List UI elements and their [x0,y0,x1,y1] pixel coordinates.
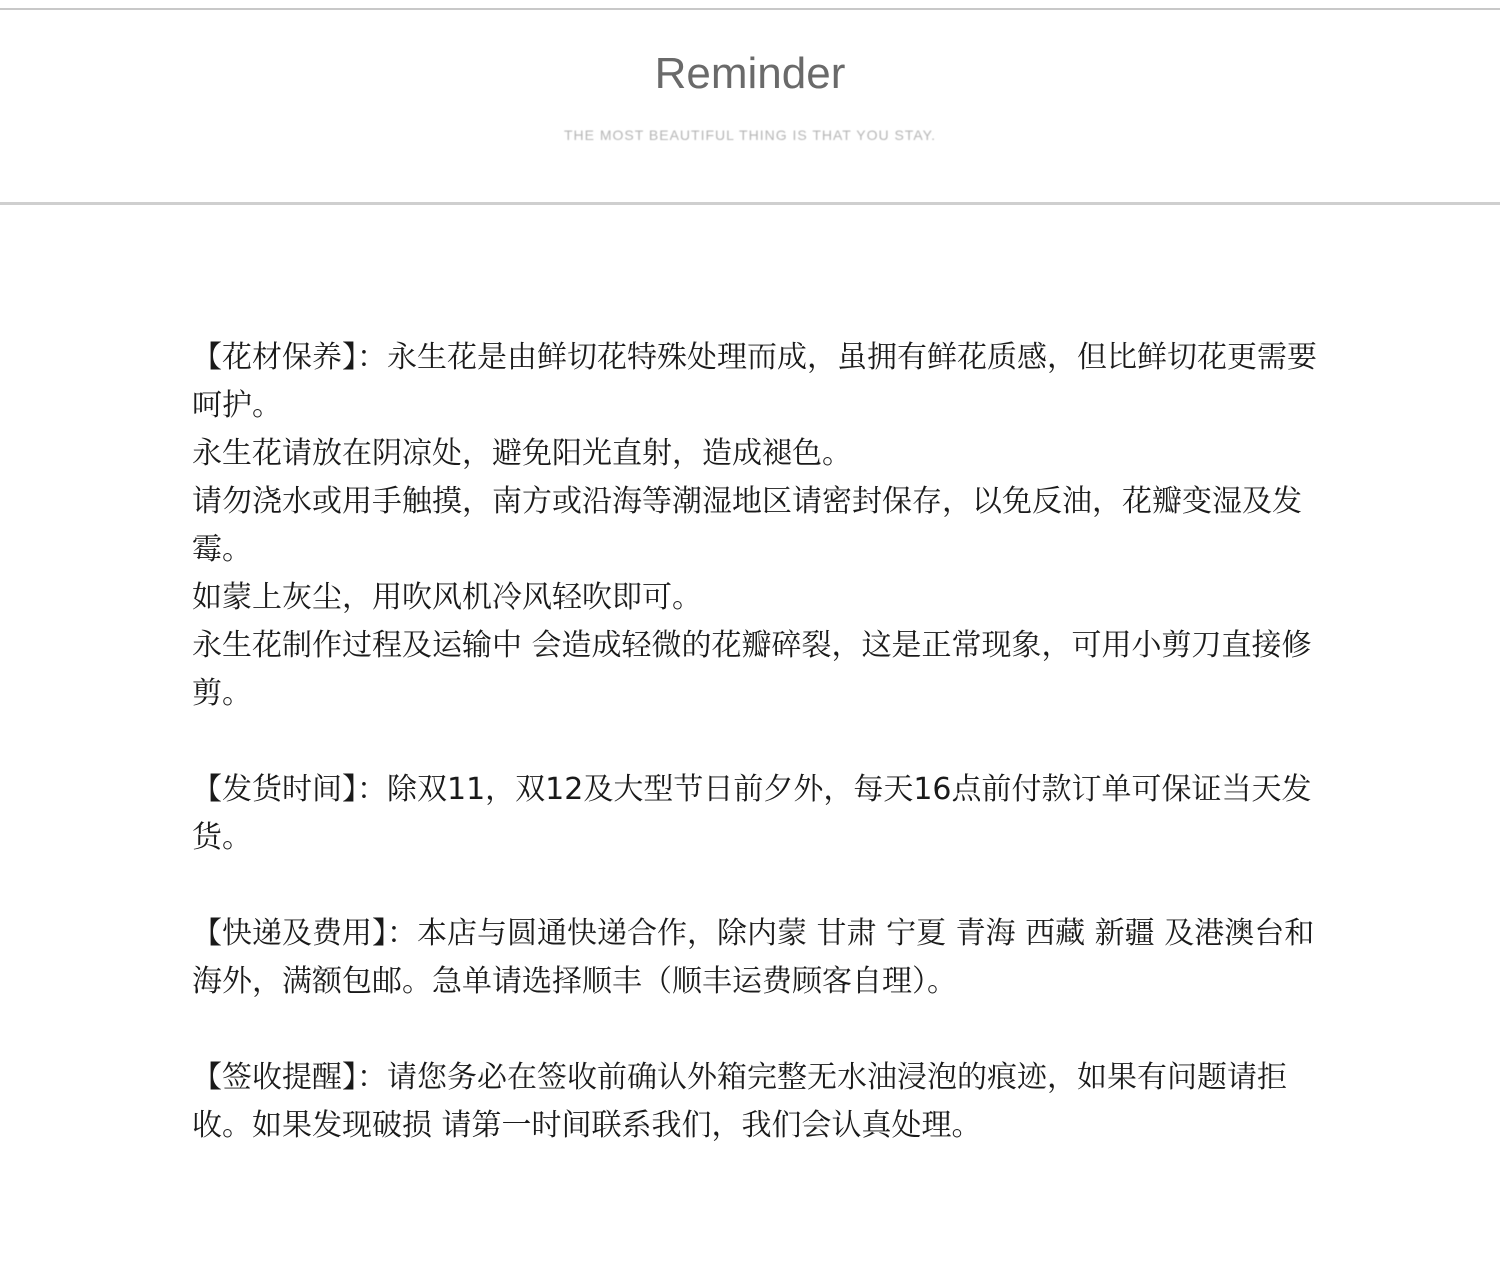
receipt-reminder-paragraph: 【签收提醒】：请您务必在签收前确认外箱完整无水油浸泡的痕迹，如果有问题请拒收。如果发现破损 请第一时间联系我们，我们会认真处理。 [192,1060,1287,1143]
section-flower-care [192,334,1332,718]
care-intro-paragraph: 【花材保养】：永生花是由鲜切花特殊处理而成，虽拥有鲜花质感，但比鲜切花更需要呵护。 [192,340,1317,423]
header-bottom-rule [0,202,1500,205]
page-title: Reminder [654,49,846,98]
reminder-content [192,334,1332,1198]
page-subtitle: THE MOST BEAUTIFUL THING IS THAT YOU STAY. [563,127,937,143]
section-delivery-fees [192,910,1332,1006]
shipping-time-paragraph: 【发货时间】：除双11，双12及大型节日前夕外，每天16点前付款订单可保证当天发货。 [192,772,1312,855]
care-dust-paragraph: 如蒙上灰尘，用吹风机冷风轻吹即可。 [192,580,702,615]
delivery-fees-paragraph: 【快递及费用】：本店与圆通快递合作，除内蒙 甘肃 宁夏 青海 西藏 新疆 及港澳台和海外，满额包邮。急单请选择顺丰（顺丰运费顾客自理）。 [192,916,1315,999]
care-moisture-paragraph: 请勿浇水或用手触摸，南方或沿海等潮湿地区请密封保存，以免反油，花瓣变湿及发霉。 [192,484,1302,567]
header-top-rule [0,8,1500,10]
care-damage-paragraph: 永生花制作过程及运输中 会造成轻微的花瓣碎裂，这是正常现象，可用小剪刀直接修剪。 [192,628,1312,711]
care-storage-paragraph: 永生花请放在阴凉处，避免阳光直射，造成褪色。 [192,436,852,471]
section-receipt-reminder [192,1054,1332,1150]
section-shipping-time [192,766,1332,862]
